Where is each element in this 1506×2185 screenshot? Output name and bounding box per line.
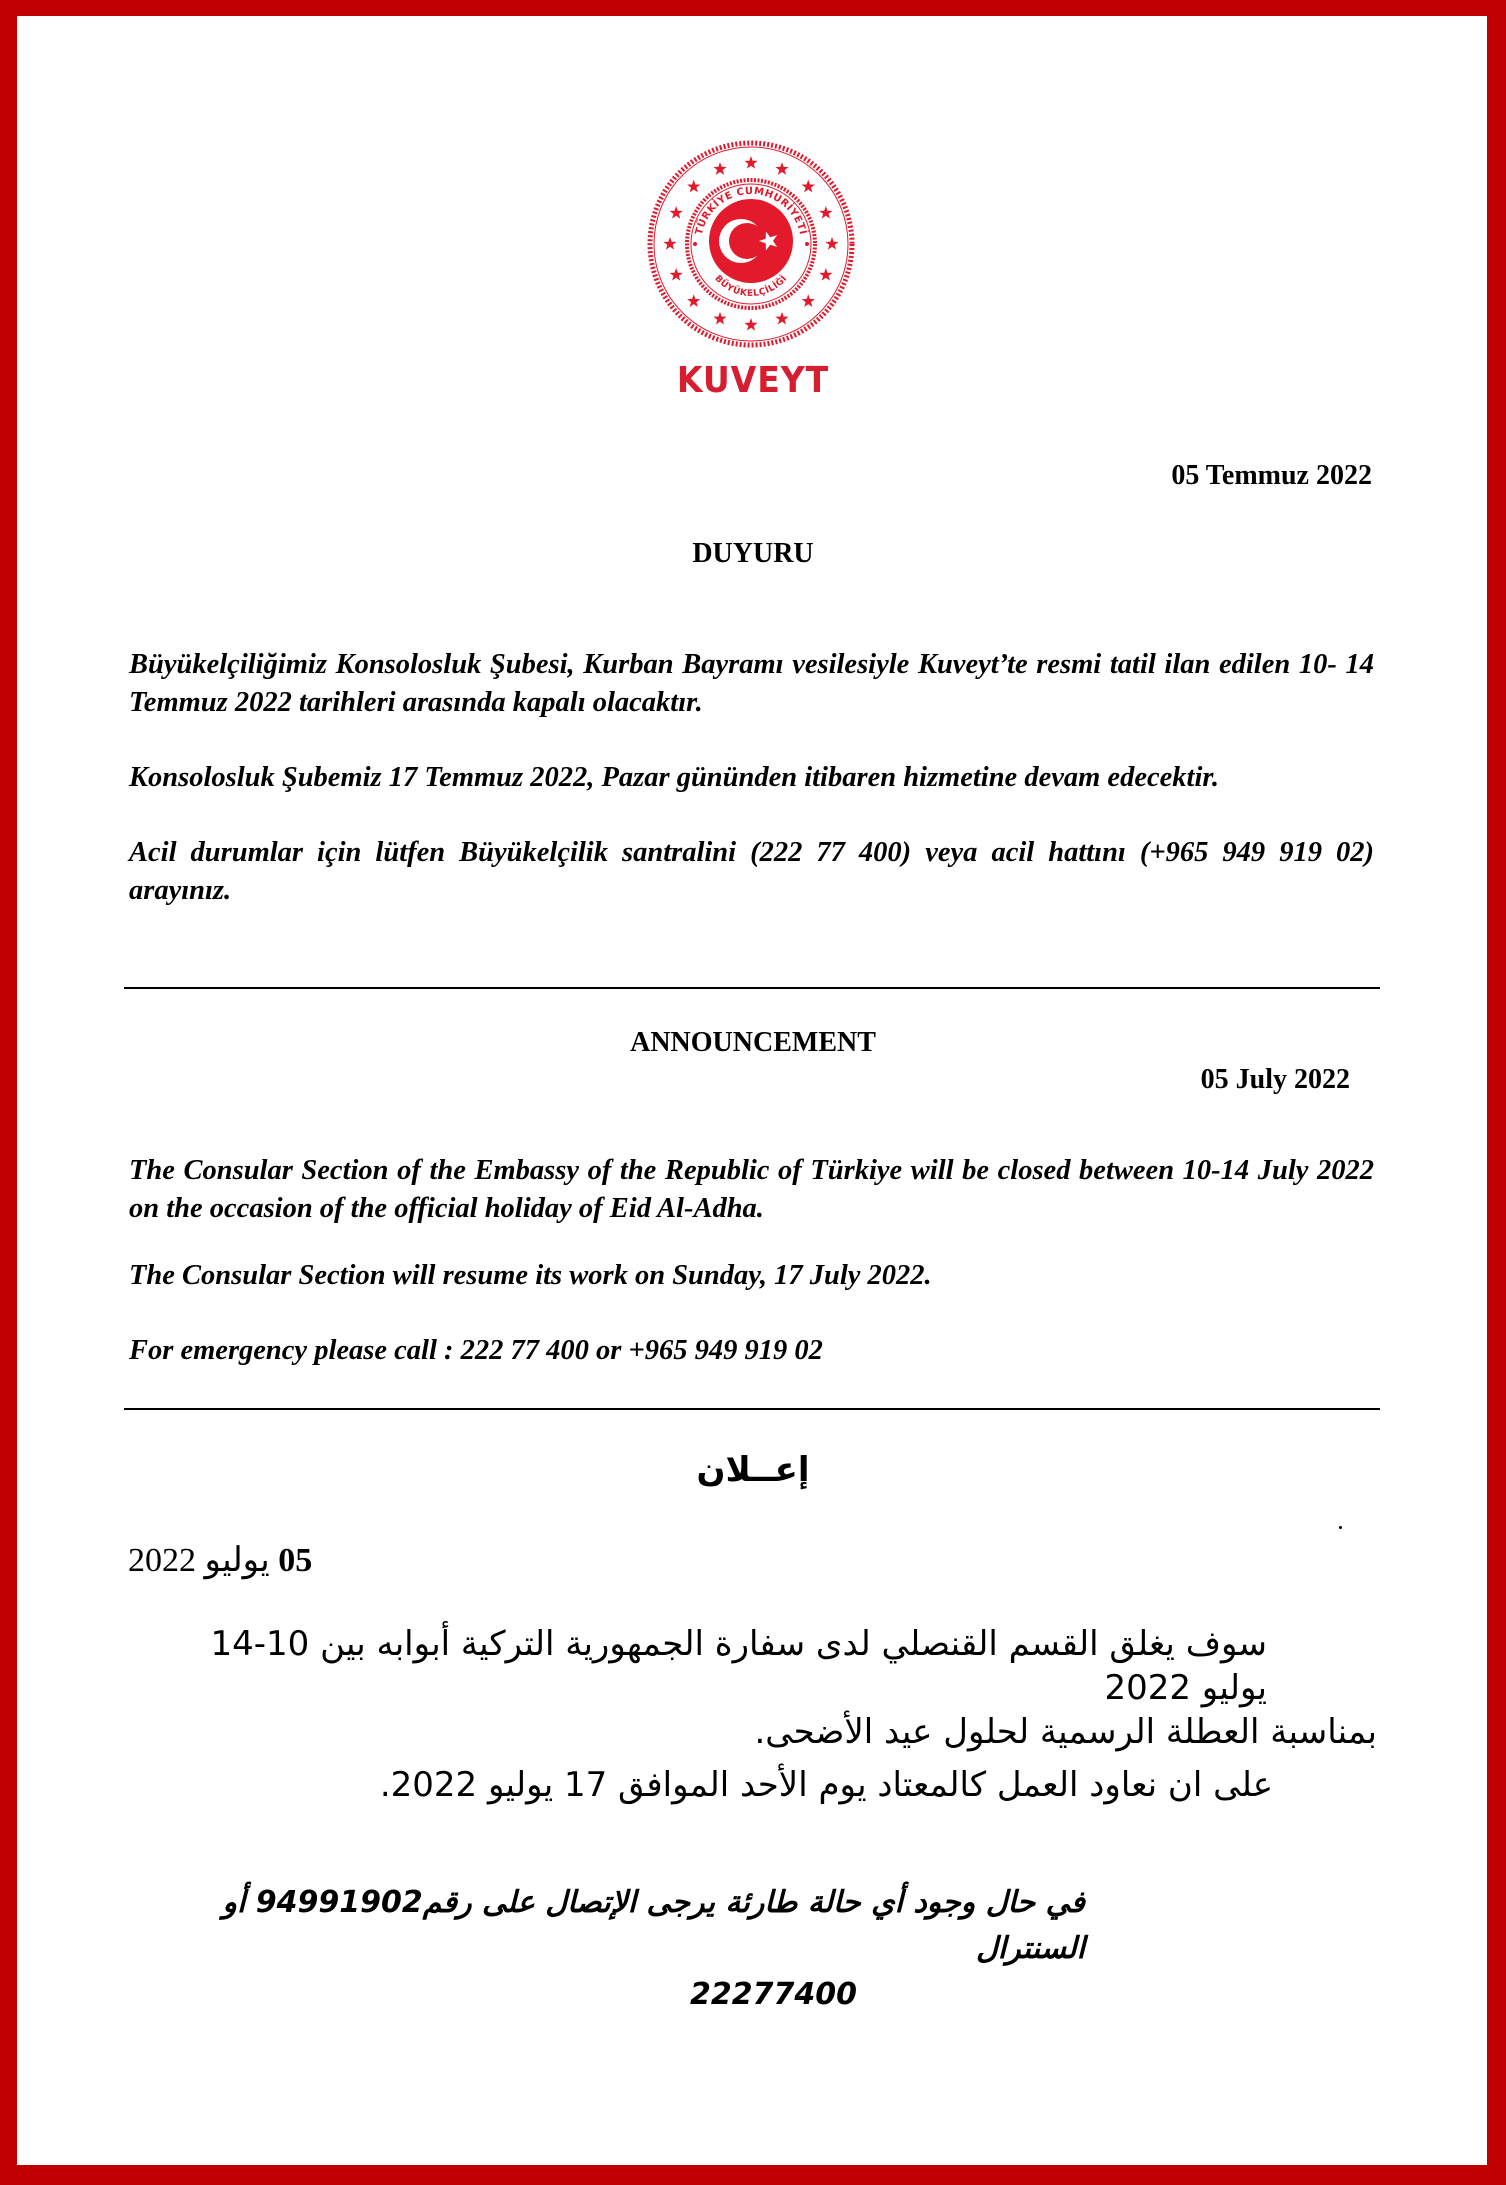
english-paragraph-2: The Consular Section will resume its work on Sunday, 17 July 2022. xyxy=(129,1260,932,1291)
seal-star-icon xyxy=(663,237,676,250)
seal-star-icon xyxy=(670,206,683,219)
arabic-paragraph-1-line-2: بمناسبة العطلة الرسمية لحلول عيد الأضحى. xyxy=(754,1712,1377,1752)
seal-star-icon xyxy=(819,206,832,219)
arabic-paragraph-1-line-1: سوف يغلق القسم القنصلي لدى سفارة الجمهورية التركية أبوابه بين 10-14 يوليو 2022 xyxy=(210,1624,1267,1708)
arabic-date-rest: يوليو 2022 xyxy=(128,1542,270,1579)
arabic-paragraph-3-line-1: في حال وجود أي حالة طارئة يرجى الإتصال على رقم94991902 أو السنترال xyxy=(222,1885,1085,1966)
seal-dot-left xyxy=(693,242,697,246)
seal-star-icon xyxy=(687,294,700,307)
seal-star-icon xyxy=(744,318,757,331)
seal-star-icon xyxy=(744,156,757,169)
seal-star-icon xyxy=(775,162,788,175)
seal-top-text: TÜRKİYE CUMHURİYETİ xyxy=(693,185,809,237)
arabic-title: إعــلان xyxy=(696,1450,810,1490)
embassy-seal-logo xyxy=(645,128,857,360)
arabic-date xyxy=(128,1540,312,1580)
letterhead-city: KUVEYT xyxy=(676,360,830,401)
seal-star-icon xyxy=(687,180,700,193)
seal-bottom-text: BÜYÜKELÇİLİĞİ xyxy=(712,273,790,300)
english-paragraph-3: For emergency please call : 222 77 400 or +965 949 919 02 xyxy=(129,1335,823,1366)
arabic-paragraph-1 xyxy=(135,1622,1377,1754)
arabic-paragraph-3-line-2: 22277400 xyxy=(690,1977,857,2012)
seal-star-icon xyxy=(670,268,683,281)
seal-star-icon xyxy=(713,162,726,175)
turkish-paragraph-2: Konsolosluk Şubemiz 17 Temmuz 2022, Pazar gününden itibaren hizmetine devam edecektir. xyxy=(129,762,1219,793)
arabic-paragraph-3 xyxy=(150,1880,1085,2018)
section-divider-1 xyxy=(124,987,1380,989)
turkish-date: 05 Temmuz 2022 xyxy=(1171,460,1372,491)
section-divider-2 xyxy=(124,1408,1380,1410)
seal-star-icon xyxy=(825,237,838,250)
seal-star-icon xyxy=(819,268,832,281)
seal-star-icon xyxy=(802,294,815,307)
arabic-date-day: 05 xyxy=(278,1542,313,1579)
english-date: 05 July 2022 xyxy=(1200,1064,1350,1095)
turkish-paragraph-3: Acil durumlar için lütfen Büyükelçilik santralini (222 77 400) veya acil hattını (+965 949 919 02) arayınız. xyxy=(129,837,1374,906)
english-title: ANNOUNCEMENT xyxy=(630,1027,876,1058)
english-paragraph-1: The Consular Section of the Embassy of the Republic of Türkiye will be closed between 10-14 July 2022 on the occasion of the official holiday of Eid Al-Adha. xyxy=(129,1155,1374,1224)
seal-star-icon xyxy=(802,180,815,193)
turkish-paragraph-1: Büyükelçiliğimiz Konsolosluk Şubesi, Kurban Bayramı vesilesiyle Kuveyt’te resmi tatil ilan edilen 10- 14 Temmuz 2022 tarihleri arasında kapalı olacaktır. xyxy=(129,649,1374,718)
turkish-title: DUYURU xyxy=(692,538,814,569)
arabic-paragraph-2: على ان نعاود العمل كالمعتاد يوم الأحد الموافق 17 يوليو 2022. xyxy=(379,1765,1273,1805)
seal-star-icon xyxy=(713,312,726,325)
seal-dot-right xyxy=(805,242,809,246)
seal-star-icon xyxy=(775,312,788,325)
stray-dot-mark xyxy=(1339,1526,1342,1529)
